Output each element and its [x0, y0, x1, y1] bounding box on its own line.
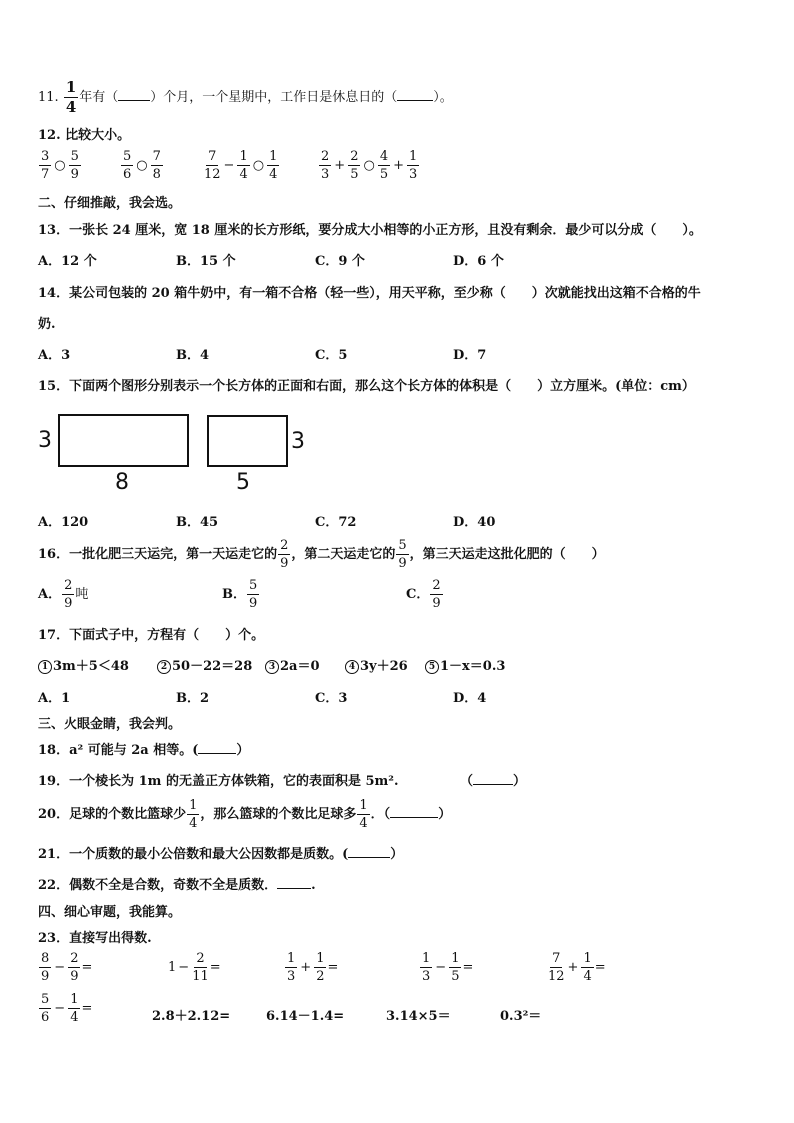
q21-answer-blank[interactable]	[348, 857, 390, 858]
q11-fraction: $\frac{1}{4}$	[65, 78, 77, 116]
front-length-label: 8	[115, 470, 129, 495]
q17-option-b[interactable]: B．2	[176, 691, 210, 706]
q16-option-c[interactable]: C． $\frac{2}{9}$	[406, 578, 441, 611]
side-face-rect	[207, 415, 288, 467]
q11-number: 11.	[38, 90, 59, 105]
side-length-label: 5	[236, 470, 250, 495]
q19-answer-blank[interactable]	[473, 784, 513, 785]
q23-calc-2: 1 − $\frac{2}{11}$ =	[168, 951, 221, 984]
q14-option-d[interactable]: D．7	[453, 348, 487, 363]
q17-text: 17．下面式子中，方程有（ ）个。	[38, 628, 265, 643]
q17-option-d[interactable]: D．4	[453, 691, 487, 706]
q20-text: 20．足球的个数比篮球少 $\frac{1}{4}$ ，那么篮球的个数比足球多 $\frac{1}{4}$ ．（ ）	[38, 798, 452, 831]
q12-item-3: $\frac{7}{12}$ − $\frac{1}{4}$ ○ $\frac{1}{4}$	[204, 149, 278, 182]
q23-calc-9: 3.14×5＝	[386, 1009, 451, 1024]
q11-blank-2[interactable]	[397, 100, 433, 101]
q23-calc-5: $\frac{7}{12}$ + $\frac{1}{4}$ =	[548, 951, 606, 984]
q23-calc-8: 6.14－1.4=	[266, 1009, 345, 1024]
q15-option-d[interactable]: D．40	[453, 515, 496, 530]
q23-calc-4: $\frac{1}{3}$ − $\frac{1}{5}$ =	[422, 951, 474, 984]
q13-option-a[interactable]: A．12 个	[38, 254, 97, 269]
q15-option-c[interactable]: C．72	[315, 515, 357, 530]
q12-item-1: $\frac{3}{7}$ ○ $\frac{5}{9}$	[41, 149, 79, 182]
q12-title: 12. 比较大小。	[38, 128, 131, 143]
q16-option-b[interactable]: B． $\frac{5}{9}$	[222, 578, 258, 611]
q23-calc-7: 2.8＋2.12=	[152, 1009, 231, 1024]
q21-text: 21．一个质数的最小公倍数和最大公因数都是质数。( ）	[38, 847, 404, 862]
q12-item-4: $\frac{2}{3}$ + $\frac{2}{5}$ ○ $\frac{4}{5}$ + $\frac{1}{3}$	[321, 149, 418, 182]
q15-option-a[interactable]: A．120	[38, 515, 89, 530]
q16-text: 16．一批化肥三天运完，第一天运走它的 $\frac{2}{9}$ ，第二天运走它的 $\frac{5}{9}$ ，第三天运走这批化肥的（ ）	[38, 538, 605, 571]
front-height-label: 3	[38, 428, 52, 453]
q14-text-line-1: 14．某公司包装的 20 箱牛奶中，有一箱不合格（轻一些），用天平称，至少称（ ）次就能找出这箱不合格的牛	[38, 286, 701, 301]
q17-option-c[interactable]: C．3	[315, 691, 348, 706]
q23-calc-10: 0.3²＝	[500, 1009, 542, 1024]
q16-option-a[interactable]: A． $\frac{2}{9}$ 吨	[38, 578, 89, 611]
q19-text: 19．一个棱长为 1m 的无盖正方体铁箱，它的表面积是 5m².	[38, 774, 399, 789]
q20-answer-blank[interactable]	[390, 817, 438, 818]
q14-option-c[interactable]: C．5	[315, 348, 348, 363]
q15-option-b[interactable]: B．45	[176, 515, 219, 530]
q17-expr-5: 5 1－x＝0.3	[425, 655, 505, 674]
q17-expr-2: 2 50－22＝28	[157, 655, 252, 674]
section-3-heading: 三、火眼金睛，我会判。	[38, 717, 182, 732]
q13-option-b[interactable]: B．15 个	[176, 254, 236, 269]
q17-expr-1: 1 3m＋5＜48	[38, 655, 129, 674]
q14-text-line-2: 奶.	[38, 317, 56, 332]
q13-option-c[interactable]: C．9 个	[315, 254, 365, 269]
q17-expr-3: 3 2a＝0	[265, 655, 320, 674]
section-2-heading: 二、仔细推敲，我会选。	[38, 196, 182, 211]
q18-answer-blank[interactable]	[198, 753, 236, 754]
q23-calc-3: $\frac{1}{3}$ + $\frac{1}{2}$ =	[287, 951, 339, 984]
q11-blank-1[interactable]	[118, 100, 150, 101]
q14-option-a[interactable]: A．3	[38, 348, 71, 363]
side-height-label: 3	[291, 429, 305, 454]
section-4-heading: 四、细心审题，我能算。	[38, 905, 182, 920]
q13-option-d[interactable]: D．6 个	[453, 254, 504, 269]
q22-answer-blank[interactable]	[277, 888, 311, 889]
q15-text: 15．下面两个图形分别表示一个长方体的正面和右面，那么这个长方体的体积是（ ）立方厘米。(单位：cm）	[38, 379, 695, 394]
q12-item-2: $\frac{5}{6}$ ○ $\frac{7}{8}$	[123, 149, 161, 182]
q23-text: 23．直接写出得数.	[38, 931, 152, 946]
q11-line: 11. $\frac{1}{4}$ 年有（ ）个月，一个星期中，工作日是休息日的（ ）。	[38, 78, 453, 116]
q19-answer: （ ）	[460, 774, 527, 789]
q18-text: 18．a² 可能与 2a 相等。( ）	[38, 743, 250, 758]
q14-option-b[interactable]: B．4	[176, 348, 210, 363]
q13-text: 13．一张长 24 厘米，宽 18 厘米的长方形纸，要分成大小相等的小正方形，且没有剩余．最少可以分成（ ）。	[38, 223, 702, 238]
q23-calc-1: $\frac{8}{9}$ − $\frac{2}{9}$ =	[41, 951, 93, 984]
q23-calc-6: $\frac{5}{6}$ − $\frac{1}{4}$ =	[41, 992, 93, 1025]
q17-expr-4: 4 3y＋26	[345, 655, 408, 674]
q22-text: 22．偶数不全是合数，奇数不全是质数． .	[38, 878, 316, 893]
front-face-rect	[58, 414, 189, 467]
q17-option-a[interactable]: A．1	[38, 691, 71, 706]
